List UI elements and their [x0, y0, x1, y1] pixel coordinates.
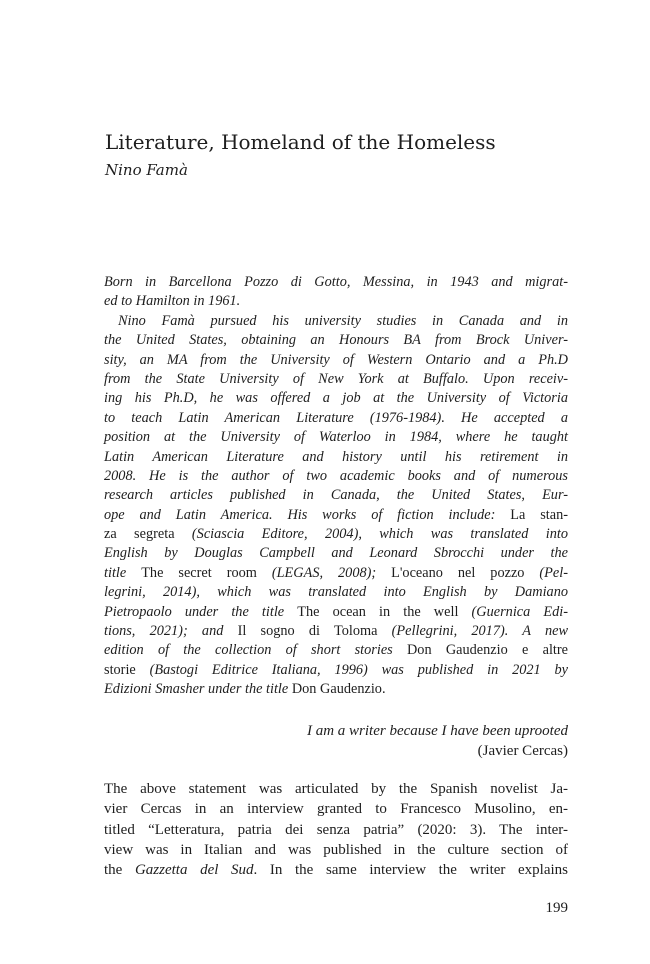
bio-line: [104, 351, 568, 370]
bio-text: Latin American Literature and history until his retirement in: [104, 448, 568, 465]
bio-text: ed to Hamilton in 1961.: [104, 293, 241, 310]
bio-text: ing his Ph.D, he was offered a job at the University of Victoria: [104, 390, 568, 407]
bio-line: [104, 370, 568, 389]
bio-text: (Bastogi Editrice Italiana, 1996) was published in 2021 by: [149, 661, 568, 678]
bio-text: tions, 2021); and: [104, 623, 238, 640]
bio-line: [104, 448, 568, 467]
body-text: The above statement was articulated by the Spanish novelist Ja-: [104, 781, 568, 797]
epigraph-quote: I am a writer because I have been uprooted: [306, 723, 568, 739]
epigraph: [307, 721, 568, 761]
bio-text: to teach Latin American Literature (1976-1984). He accepted a: [104, 409, 568, 426]
bio-text: title: [104, 564, 142, 581]
bio-text: 2008. He is the author of two academic books and of numerous: [104, 467, 568, 484]
bio-line: [104, 292, 568, 311]
body-line: [104, 860, 568, 880]
bio-line: [104, 661, 568, 680]
bio-text: (LEGAS, 2008);: [271, 564, 392, 581]
bio-text: ope and Latin America. His works of fiction include:: [104, 506, 511, 523]
bio-text: La stan-: [510, 506, 568, 523]
body-text: . In the same interview the writer explains: [253, 862, 569, 879]
bio-text: sity, an MA from the University of Western Ontario and a Ph.D: [104, 351, 568, 368]
bio-text: position at the University of Waterloo in 1984, where he taught: [104, 429, 568, 446]
bio-text: (Pel-: [539, 564, 568, 581]
bio-line: [104, 544, 568, 563]
bio-text: The secret room: [141, 564, 272, 581]
body-line: [104, 820, 568, 840]
body-line: [104, 779, 568, 799]
bio-text: English by Douglas Campbell and Leonard Sbrocchi under the: [104, 545, 568, 562]
body-text: the: [104, 862, 135, 879]
epigraph-attribution: (Javier Cercas): [477, 743, 568, 759]
body-line: [104, 840, 568, 860]
bio-line: [104, 641, 568, 660]
body-text: Gazzetta del Sud: [134, 862, 254, 879]
bio-line: [104, 622, 568, 641]
bio-text: (Sciascia Editore, 2004), which was translated into: [191, 526, 568, 543]
bio-text: za segreta: [104, 526, 192, 543]
bio-text: legrini, 2014), which was translated into English by Damiano: [104, 584, 568, 601]
body-text: view was in Italian and was published in the culture section of: [104, 841, 568, 858]
bio-line: [104, 312, 568, 331]
bio-line: [104, 506, 568, 525]
chapter-author: Nino Famà: [105, 161, 188, 179]
bio-text: The ocean in the well: [297, 603, 472, 620]
bio-text: Don Gaudenzio.: [291, 681, 386, 698]
body-text: vier Cercas in an interview granted to Francesco Musolino, en-: [104, 801, 568, 818]
bio-text: Nino Famà pursued his university studies in Canada and in: [118, 312, 568, 329]
bio-line: [104, 409, 568, 428]
bio-line: [104, 680, 568, 699]
bio-line: [104, 331, 568, 350]
bio-line: [104, 273, 568, 292]
bio-text: Il sogno di Toloma: [237, 623, 392, 640]
bio-text: Pietropaolo under the title: [104, 603, 298, 620]
bio-line: [104, 603, 568, 622]
bio-text: research articles published in Canada, the United States, Eur-: [104, 487, 568, 504]
bio-line: [104, 583, 568, 602]
author-bio: [104, 273, 568, 700]
body-text: titled “Letteratura, patria dei senza patria” (2020: 3). The inter-: [104, 821, 568, 838]
bio-line: [104, 467, 568, 486]
bio-text: Don Gaudenzio e altre: [406, 642, 568, 659]
bio-text: storie: [104, 661, 150, 678]
bio-text: Born in Barcellona Pozzo di Gotto, Messina, in 1943 and migrat-: [104, 274, 568, 290]
body-text: [104, 779, 568, 880]
bio-line: [104, 486, 568, 505]
bio-line: [104, 564, 568, 583]
body-line: [104, 799, 568, 819]
bio-text: Edizioni Smasher under the title: [104, 681, 292, 698]
bio-text: L'oceano nel pozzo: [391, 564, 540, 581]
bio-text: from the State University of New York at Buffalo. Upon receiv-: [104, 370, 568, 387]
bio-text: (Pellegrini, 2017). A new: [391, 623, 568, 640]
page-number: 199: [545, 900, 568, 916]
bio-line: [104, 428, 568, 447]
bio-line: [104, 525, 568, 544]
bio-text: edition of the collection of short stories: [104, 642, 407, 659]
chapter-title: Literature, Homeland of the Homeless: [105, 130, 496, 154]
bio-text: the United States, obtaining an Honours BA from Brock Univer-: [104, 332, 568, 349]
bio-line: [104, 389, 568, 408]
bio-text: (Guernica Edi-: [471, 603, 569, 620]
